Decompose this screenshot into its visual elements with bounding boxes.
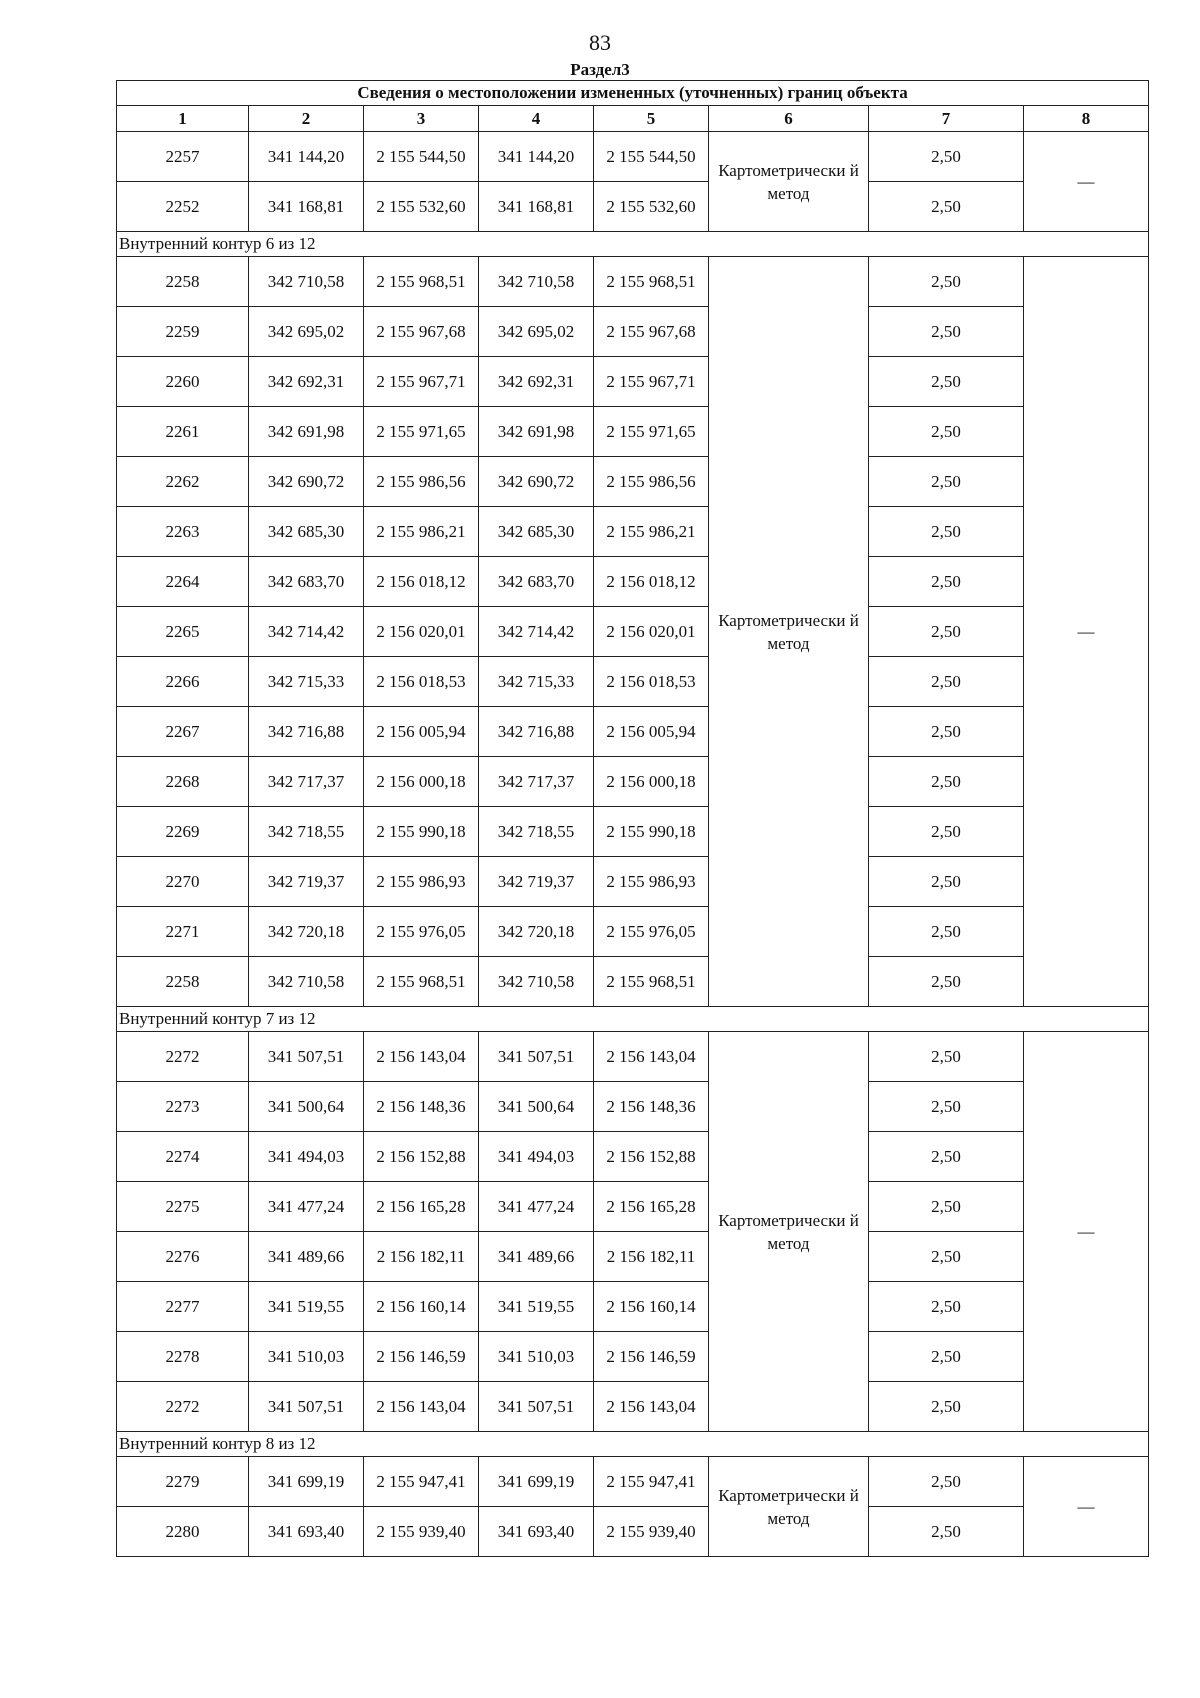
y-new-cell: 2 155 967,71 (594, 357, 709, 407)
method-cell: Картометрически й метод (709, 257, 869, 1007)
point-number-cell: 2261 (117, 407, 249, 457)
x-old-cell: 341 507,51 (249, 1382, 364, 1432)
y-old-cell: 2 155 986,56 (364, 457, 479, 507)
y-new-cell: 2 155 967,68 (594, 307, 709, 357)
point-number-cell: 2276 (117, 1232, 249, 1282)
y-old-cell: 2 155 971,65 (364, 407, 479, 457)
precision-cell: 2,50 (869, 907, 1024, 957)
x-new-cell: 341 144,20 (479, 132, 594, 182)
table-row (117, 132, 1149, 182)
y-new-cell: 2 156 020,01 (594, 607, 709, 657)
precision-cell: 2,50 (869, 307, 1024, 357)
x-new-cell: 342 695,02 (479, 307, 594, 357)
table-row (117, 357, 1149, 407)
point-number-cell: 2257 (117, 132, 249, 182)
table-row (117, 1282, 1149, 1332)
table-body (117, 132, 1149, 1557)
table-row (117, 1132, 1149, 1182)
x-new-cell: 342 683,70 (479, 557, 594, 607)
column-8-cell: — (1024, 1032, 1149, 1432)
y-new-cell: 2 155 986,21 (594, 507, 709, 557)
table-row (117, 857, 1149, 907)
precision-cell: 2,50 (869, 657, 1024, 707)
point-number-cell: 2266 (117, 657, 249, 707)
point-number-cell: 2259 (117, 307, 249, 357)
precision-cell: 2,50 (869, 1507, 1024, 1557)
precision-cell: 2,50 (869, 857, 1024, 907)
point-number-cell: 2273 (117, 1082, 249, 1132)
y-new-cell: 2 156 005,94 (594, 707, 709, 757)
y-new-cell: 2 155 532,60 (594, 182, 709, 232)
y-old-cell: 2 156 143,04 (364, 1032, 479, 1082)
contour-label: Внутренний контур 6 из 12 (117, 232, 1149, 257)
precision-cell: 2,50 (869, 1232, 1024, 1282)
point-number-cell: 2279 (117, 1457, 249, 1507)
table-row (117, 1182, 1149, 1232)
table-row (117, 1232, 1149, 1282)
y-old-cell: 2 156 160,14 (364, 1282, 479, 1332)
y-new-cell: 2 156 160,14 (594, 1282, 709, 1332)
page-number: 83 (589, 30, 611, 55)
precision-cell: 2,50 (869, 182, 1024, 232)
y-old-cell: 2 155 939,40 (364, 1507, 479, 1557)
point-number-cell: 2258 (117, 257, 249, 307)
x-old-cell: 341 510,03 (249, 1332, 364, 1382)
contour-label-row (117, 1432, 1149, 1457)
point-number-cell: 2280 (117, 1507, 249, 1557)
y-new-cell: 2 156 143,04 (594, 1382, 709, 1432)
precision-cell: 2,50 (869, 1082, 1024, 1132)
y-old-cell: 2 155 986,21 (364, 507, 479, 557)
table-row (117, 807, 1149, 857)
x-old-cell: 341 477,24 (249, 1182, 364, 1232)
x-new-cell: 341 489,66 (479, 1232, 594, 1282)
column-8-cell: — (1024, 257, 1149, 1007)
point-number-cell: 2267 (117, 707, 249, 757)
y-old-cell: 2 156 018,12 (364, 557, 479, 607)
y-new-cell: 2 155 947,41 (594, 1457, 709, 1507)
y-old-cell: 2 156 143,04 (364, 1382, 479, 1432)
x-old-cell: 342 716,88 (249, 707, 364, 757)
x-old-cell: 342 695,02 (249, 307, 364, 357)
point-number-cell: 2272 (117, 1032, 249, 1082)
y-new-cell: 2 155 968,51 (594, 257, 709, 307)
x-new-cell: 341 494,03 (479, 1132, 594, 1182)
table-row (117, 607, 1149, 657)
contour-label: Внутренний контур 7 из 12 (117, 1007, 1149, 1032)
y-new-cell: 2 155 939,40 (594, 1507, 709, 1557)
y-old-cell: 2 156 165,28 (364, 1182, 479, 1232)
point-number-cell: 2271 (117, 907, 249, 957)
table-row (117, 507, 1149, 557)
method-cell: Картометрически й метод (709, 132, 869, 232)
y-new-cell: 2 156 152,88 (594, 1132, 709, 1182)
y-new-cell: 2 156 165,28 (594, 1182, 709, 1232)
method-cell: Картометрически й метод (709, 1457, 869, 1557)
x-old-cell: 341 699,19 (249, 1457, 364, 1507)
y-old-cell: 2 155 544,50 (364, 132, 479, 182)
x-new-cell: 341 510,03 (479, 1332, 594, 1382)
column-header: 3 (364, 106, 479, 132)
x-new-cell: 342 690,72 (479, 457, 594, 507)
y-old-cell: 2 155 986,93 (364, 857, 479, 907)
x-old-cell: 342 710,58 (249, 957, 364, 1007)
table-row (117, 957, 1149, 1007)
point-number-cell: 2268 (117, 757, 249, 807)
column-8-cell: — (1024, 132, 1149, 232)
table-row (117, 1457, 1149, 1507)
precision-cell: 2,50 (869, 807, 1024, 857)
x-old-cell: 342 683,70 (249, 557, 364, 607)
table-row (117, 182, 1149, 232)
point-number-cell: 2270 (117, 857, 249, 907)
y-old-cell: 2 155 976,05 (364, 907, 479, 957)
precision-cell: 2,50 (869, 1457, 1024, 1507)
point-number-cell: 2260 (117, 357, 249, 407)
x-new-cell: 342 691,98 (479, 407, 594, 457)
table-row (117, 407, 1149, 457)
table-title: Сведения о местоположении измененных (уточненных) границ объекта (117, 81, 1149, 106)
table-row (117, 1032, 1149, 1082)
y-new-cell: 2 156 146,59 (594, 1332, 709, 1382)
precision-cell: 2,50 (869, 607, 1024, 657)
y-new-cell: 2 155 968,51 (594, 957, 709, 1007)
y-new-cell: 2 156 000,18 (594, 757, 709, 807)
contour-label-row (117, 1007, 1149, 1032)
point-number-cell: 2265 (117, 607, 249, 657)
column-header: 7 (869, 106, 1024, 132)
point-number-cell: 2252 (117, 182, 249, 232)
table-row (117, 907, 1149, 957)
x-old-cell: 341 168,81 (249, 182, 364, 232)
y-old-cell: 2 156 148,36 (364, 1082, 479, 1132)
boundary-table (116, 80, 1149, 1557)
contour-label: Внутренний контур 8 из 12 (117, 1432, 1149, 1457)
precision-cell: 2,50 (869, 1032, 1024, 1082)
x-old-cell: 342 690,72 (249, 457, 364, 507)
precision-cell: 2,50 (869, 507, 1024, 557)
point-number-cell: 2277 (117, 1282, 249, 1332)
y-old-cell: 2 155 968,51 (364, 957, 479, 1007)
table-row (117, 557, 1149, 607)
x-new-cell: 341 500,64 (479, 1082, 594, 1132)
x-new-cell: 342 710,58 (479, 957, 594, 1007)
precision-cell: 2,50 (869, 557, 1024, 607)
x-old-cell: 342 714,42 (249, 607, 364, 657)
precision-cell: 2,50 (869, 957, 1024, 1007)
x-old-cell: 342 691,98 (249, 407, 364, 457)
x-old-cell: 341 507,51 (249, 1032, 364, 1082)
y-old-cell: 2 156 018,53 (364, 657, 479, 707)
point-number-cell: 2263 (117, 507, 249, 557)
y-new-cell: 2 156 143,04 (594, 1032, 709, 1082)
precision-cell: 2,50 (869, 1382, 1024, 1432)
y-old-cell: 2 155 990,18 (364, 807, 479, 857)
y-old-cell: 2 156 152,88 (364, 1132, 479, 1182)
column-header: 4 (479, 106, 594, 132)
y-old-cell: 2 155 532,60 (364, 182, 479, 232)
y-old-cell: 2 156 146,59 (364, 1332, 479, 1382)
x-old-cell: 341 500,64 (249, 1082, 364, 1132)
column-header: 2 (249, 106, 364, 132)
precision-cell: 2,50 (869, 132, 1024, 182)
table-row (117, 1507, 1149, 1557)
x-old-cell: 342 720,18 (249, 907, 364, 957)
y-old-cell: 2 155 947,41 (364, 1457, 479, 1507)
table-row (117, 257, 1149, 307)
point-number-cell: 2272 (117, 1382, 249, 1432)
y-old-cell: 2 155 967,68 (364, 307, 479, 357)
point-number-cell: 2264 (117, 557, 249, 607)
point-number-cell: 2269 (117, 807, 249, 857)
column-header: 5 (594, 106, 709, 132)
y-old-cell: 2 155 968,51 (364, 257, 479, 307)
table-row (117, 1382, 1149, 1432)
y-new-cell: 2 156 018,12 (594, 557, 709, 607)
x-new-cell: 342 714,42 (479, 607, 594, 657)
point-number-cell: 2278 (117, 1332, 249, 1382)
precision-cell: 2,50 (869, 1332, 1024, 1382)
table-row (117, 307, 1149, 357)
precision-cell: 2,50 (869, 257, 1024, 307)
table-row (117, 707, 1149, 757)
table-row (117, 457, 1149, 507)
x-new-cell: 341 519,55 (479, 1282, 594, 1332)
x-new-cell: 342 692,31 (479, 357, 594, 407)
x-old-cell: 342 692,31 (249, 357, 364, 407)
y-new-cell: 2 155 976,05 (594, 907, 709, 957)
x-new-cell: 342 719,37 (479, 857, 594, 907)
column-header: 6 (709, 106, 869, 132)
table-row (117, 1082, 1149, 1132)
point-number-cell: 2258 (117, 957, 249, 1007)
x-new-cell: 342 717,37 (479, 757, 594, 807)
column-8-cell: — (1024, 1457, 1149, 1557)
x-old-cell: 342 719,37 (249, 857, 364, 907)
precision-cell: 2,50 (869, 1182, 1024, 1232)
point-number-cell: 2274 (117, 1132, 249, 1182)
precision-cell: 2,50 (869, 757, 1024, 807)
y-new-cell: 2 155 986,93 (594, 857, 709, 907)
column-header: 1 (117, 106, 249, 132)
point-number-cell: 2275 (117, 1182, 249, 1232)
x-new-cell: 342 710,58 (479, 257, 594, 307)
y-new-cell: 2 155 990,18 (594, 807, 709, 857)
y-old-cell: 2 156 182,11 (364, 1232, 479, 1282)
x-new-cell: 342 715,33 (479, 657, 594, 707)
x-old-cell: 341 494,03 (249, 1132, 364, 1182)
x-new-cell: 341 507,51 (479, 1382, 594, 1432)
x-old-cell: 342 685,30 (249, 507, 364, 557)
x-new-cell: 342 720,18 (479, 907, 594, 957)
x-old-cell: 342 710,58 (249, 257, 364, 307)
y-new-cell: 2 156 182,11 (594, 1232, 709, 1282)
x-old-cell: 341 144,20 (249, 132, 364, 182)
y-old-cell: 2 156 005,94 (364, 707, 479, 757)
table-row (117, 1332, 1149, 1382)
y-new-cell: 2 155 971,65 (594, 407, 709, 457)
x-old-cell: 342 717,37 (249, 757, 364, 807)
table-row (117, 757, 1149, 807)
x-new-cell: 342 718,55 (479, 807, 594, 857)
x-new-cell: 341 693,40 (479, 1507, 594, 1557)
y-old-cell: 2 156 020,01 (364, 607, 479, 657)
x-new-cell: 342 716,88 (479, 707, 594, 757)
method-cell: Картометрически й метод (709, 1032, 869, 1432)
y-new-cell: 2 156 018,53 (594, 657, 709, 707)
x-new-cell: 341 699,19 (479, 1457, 594, 1507)
section-title: Раздел3 (570, 60, 630, 79)
precision-cell: 2,50 (869, 1282, 1024, 1332)
y-new-cell: 2 156 148,36 (594, 1082, 709, 1132)
x-new-cell: 342 685,30 (479, 507, 594, 557)
precision-cell: 2,50 (869, 357, 1024, 407)
column-header: 8 (1024, 106, 1149, 132)
y-new-cell: 2 155 986,56 (594, 457, 709, 507)
point-number-cell: 2262 (117, 457, 249, 507)
precision-cell: 2,50 (869, 707, 1024, 757)
y-old-cell: 2 155 967,71 (364, 357, 479, 407)
x-new-cell: 341 477,24 (479, 1182, 594, 1232)
x-old-cell: 341 519,55 (249, 1282, 364, 1332)
y-new-cell: 2 155 544,50 (594, 132, 709, 182)
precision-cell: 2,50 (869, 1132, 1024, 1182)
contour-label-row (117, 232, 1149, 257)
x-old-cell: 341 693,40 (249, 1507, 364, 1557)
table-row (117, 657, 1149, 707)
x-new-cell: 341 168,81 (479, 182, 594, 232)
x-old-cell: 341 489,66 (249, 1232, 364, 1282)
precision-cell: 2,50 (869, 457, 1024, 507)
x-new-cell: 341 507,51 (479, 1032, 594, 1082)
precision-cell: 2,50 (869, 407, 1024, 457)
x-old-cell: 342 715,33 (249, 657, 364, 707)
y-old-cell: 2 156 000,18 (364, 757, 479, 807)
x-old-cell: 342 718,55 (249, 807, 364, 857)
